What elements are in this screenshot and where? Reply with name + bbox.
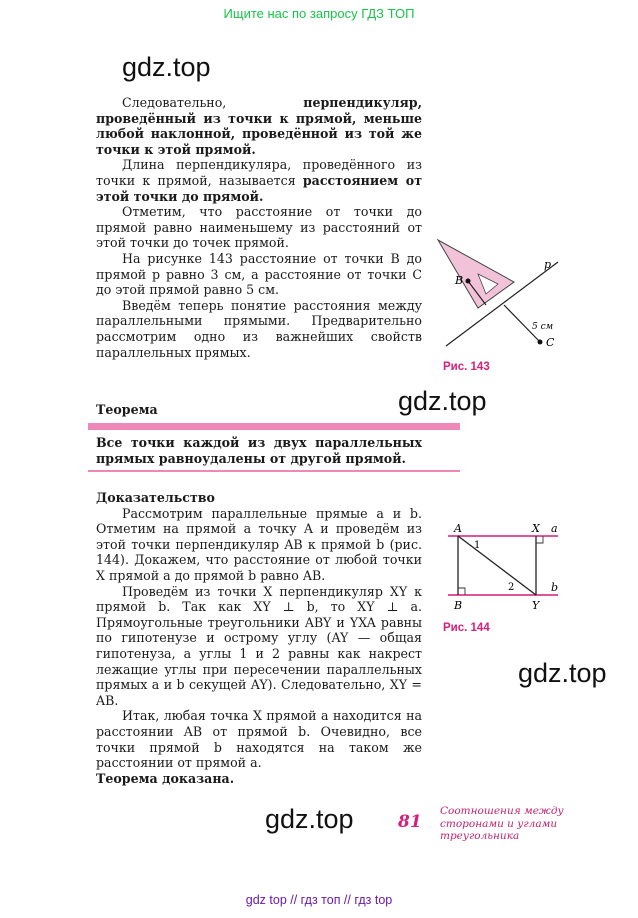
figure-143-caption: Рис. 143 <box>443 361 490 373</box>
set-square-icon <box>438 240 514 308</box>
label-y: Y <box>532 599 540 612</box>
theorem-bar <box>88 423 460 430</box>
label-c: C <box>546 336 555 349</box>
chapter-title: Соотношения между сторонами и углами треугольника <box>440 805 564 842</box>
figure-144 <box>436 518 566 618</box>
figure-143 <box>428 232 568 357</box>
point-c <box>538 340 543 345</box>
label-p: p <box>544 258 552 271</box>
main-text-top <box>96 95 422 360</box>
watermark-4: gdz.top <box>265 804 354 834</box>
proof-paragraph-2: Проведём из точки X перпендикуляр XY к прямой b. Так как XY ⊥ b, то XY ⊥ a. Прямоугольные треугольники ABY и YXA равны по гипотенузе и острому углу (AY — общая гипотенуза, а углы 1 и 2 равны как накрест лежащие углы при пересечении параллельных прямых a и b секущей AY). Следовательно, XY = AB. <box>96 583 422 708</box>
paragraph-2: Длина перпендикуляра, проведённого из точки к прямой, называется расстоянием от этой точки до прямой. <box>96 157 422 204</box>
label-b: B <box>455 274 464 287</box>
label-a-line: a <box>551 522 558 535</box>
proof-paragraph-1: Рассмотрим параллельные прямые a и b. Отметим на прямой a точку A и проведём из этой точки перпендикуляр AB к прямой b (рис. 144). Докажем, что расстояние от любой точки X прямой a до прямой b равно AB. <box>96 505 422 583</box>
label-b-line: b <box>551 581 559 594</box>
main-text-bottom <box>96 490 422 786</box>
point-b <box>466 279 471 284</box>
watermark-1: gdz.top <box>122 52 211 82</box>
label-x: X <box>532 522 540 535</box>
proof-paragraph-3: Итак, любая точка X прямой a находится на расстоянии AB от прямой b. Очевидно, все точки прямой b находятся на таком же расстоянии от прямой a. <box>96 708 422 771</box>
label-a-point: A <box>454 522 462 535</box>
paragraph-3: Отметим, что расстояние от точки до прямой равно наименьшему из расстояний от этой точки до точек прямой. <box>96 204 422 251</box>
top-banner[interactable]: Ищите нас по запросу ГДЗ ТОП <box>223 6 415 21</box>
label-angle-2: 2 <box>508 582 515 593</box>
proof-title: Доказательство <box>96 490 215 505</box>
page-number: 81 <box>398 812 422 832</box>
theorem-underline <box>88 470 460 472</box>
right-angle-x <box>536 536 543 543</box>
watermark-2: gdz.top <box>398 386 487 416</box>
segment-ay <box>458 536 536 595</box>
paragraph-4: На рисунке 143 расстояние от точки B до прямой p равно 3 см, а расстояние от точки C до этой прямой равно 5 см. <box>96 250 422 298</box>
proof-end: Теорема доказана. <box>96 770 235 786</box>
label-5cm: 5 см <box>532 322 554 332</box>
watermark-3: gdz.top <box>518 658 607 688</box>
footer-links[interactable]: gdz top // гдз топ // гдз top <box>245 893 393 907</box>
right-angle-b <box>458 588 465 595</box>
paragraph-1: Следовательно, перпендикуляр, проведённый из точки к прямой, меньше любой наклонной, проведённой из той же точки к этой прямой. <box>96 95 422 157</box>
theorem-title: Теорема <box>96 402 158 417</box>
figure-144-caption: Рис. 144 <box>443 622 490 634</box>
label-angle-1: 1 <box>474 540 481 551</box>
theorem-text: Все точки каждой из двух параллельных прямых равноудалены от другой прямой. <box>96 435 422 466</box>
label-b-point: B <box>454 599 463 612</box>
paragraph-5: Введём теперь понятие расстояния между параллельными прямыми. Предварительно рассмотрим одно из важнейших свойств параллельных прямых. <box>96 297 422 360</box>
